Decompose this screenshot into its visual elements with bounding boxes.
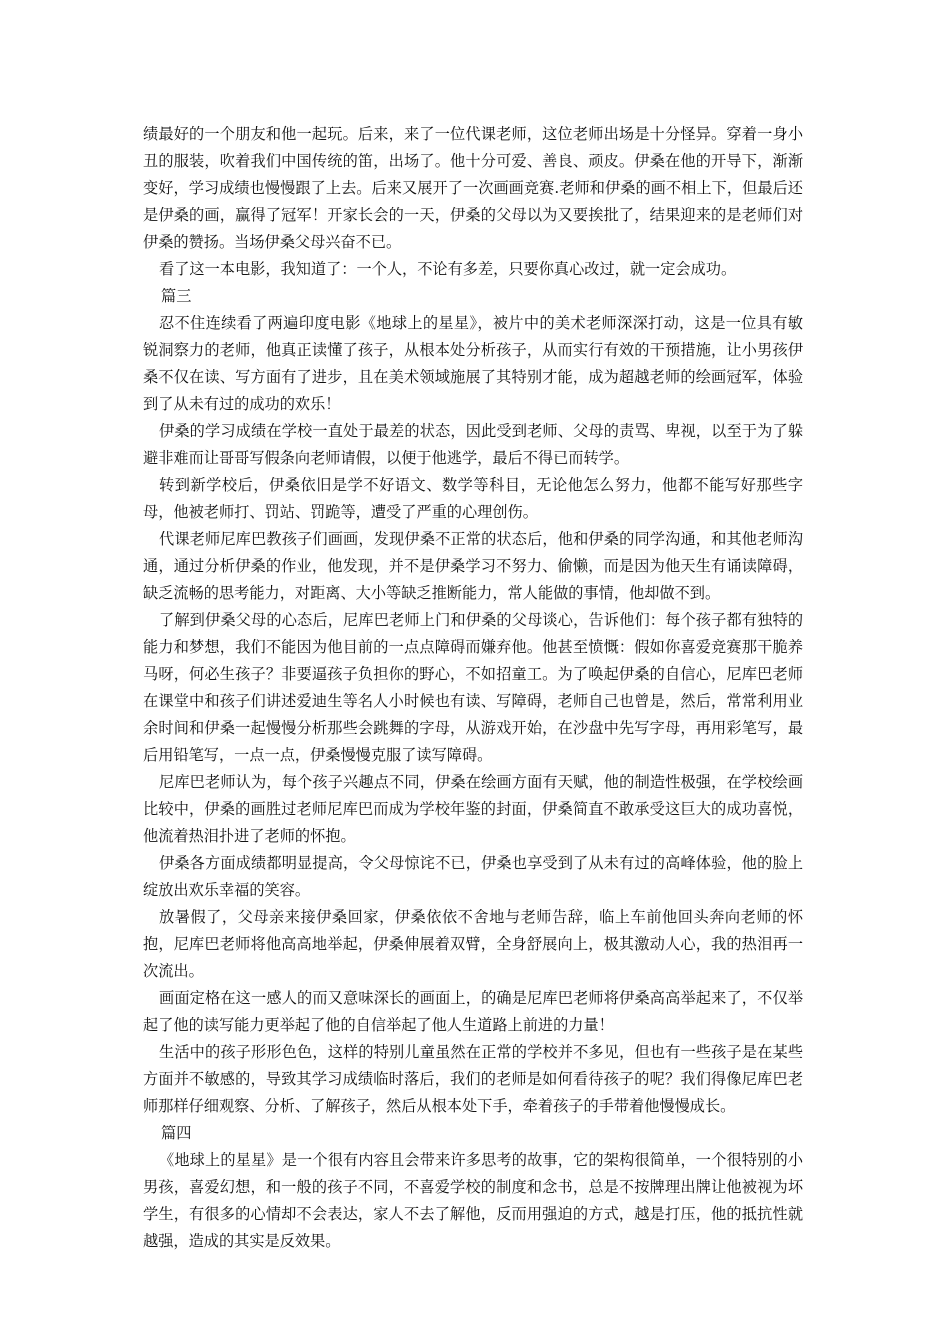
- paragraph-7: 代课老师尼库巴教孩子们画画，发现伊桑不正常的状态后，他和伊桑的同学沟通，和其他老师沟通，通过分析伊桑的作业，他发现，并不是伊桑学习不努力、偷懒，而是因为他天生有诵读障碍，缺乏流畅的思考能力，对距离、大小等缺乏推断能力，常人能做的事情，他却做不到。: [143, 530, 803, 602]
- paragraph-11: 放暑假了，父母亲来接伊桑回家，伊桑依依不舍地与老师告辞，临上车前他回头奔向老师的怀抱，尼库巴老师将他高高地举起，伊桑伸展着双臂，全身舒展向上，极其激动人心，我的热泪再一次流出。: [143, 908, 803, 980]
- paragraph-9: 尼库巴老师认为，每个孩子兴趣点不同，伊桑在绘画方面有天赋，他的制造性极强，在学校绘画比较中，伊桑的画胜过老师尼库巴而成为学校年鉴的封面，伊桑简直不敢承受这巨大的成功喜悦，他流着热泪扑进了老师的怀抱。: [143, 773, 803, 845]
- section-heading-4: 篇四: [161, 1124, 192, 1142]
- section-heading-3: 篇三: [161, 287, 192, 305]
- paragraph-2: 看了这一本电影，我知道了：一个人，不论有多差，只要你真心改过，就一定会成功。: [159, 260, 737, 278]
- paragraph-1: 绩最好的一个朋友和他一起玩。后来，来了一位代课老师，这位老师出场是十分怪异。穿着一身小丑的服装，吹着我们中国传统的笛，出场了。他十分可爱、善良、顽皮。伊桑在他的开导下，渐渐变好，学习成绩也慢慢跟了上去。后来又展开了一次画画竞赛.老师和伊桑的画不相上下，但最后还是伊桑的画，赢得了冠军！开家长会的一天，伊桑的父母以为又要挨批了，结果迎来的是老师们对伊桑的赞扬。当场伊桑父母兴奋不已。: [143, 125, 803, 251]
- paragraph-15: 《地球上的星星》是一个很有内容且会带来许多思考的故事，它的架构很简单，一个很特别的小男孩，喜爱幻想，和一般的孩子不同，不喜爱学校的制度和念书，总是不按牌理出牌让他被视为坏学生，有很多的心情却不会表达，家人不去了解他，反而用强迫的方式，越是打压，他的抵抗性就越强，造成的其实是反效果。: [143, 1151, 803, 1250]
- paragraph-8: 了解到伊桑父母的心态后，尼库巴老师上门和伊桑的父母谈心，告诉他们：每个孩子都有独特的能力和梦想，我们不能因为他目前的一点点障碍而嫌弃他。他甚至愤慨：假如你喜爱竞赛那干脆养马呀，何必生孩子？非要逼孩子负担你的野心，不如招童工。为了唤起伊桑的自信心，尼库巴老师在课堂中和孩子们讲述爱迪生等名人小时候也有读、写障碍，老师自己也曾是，然后，常常利用业余时间和伊桑一起慢慢分析那些会跳舞的字母，从游戏开始，在沙盘中先写字母，再用彩笔写，最后用铅笔写，一点一点，伊桑慢慢克服了读写障碍。: [143, 611, 803, 764]
- paragraph-4: 忍不住连续看了两遍印度电影《地球上的星星》，被片中的美术老师深深打动，这是一位具有敏锐洞察力的老师，他真正读懂了孩子，从根本处分析孩子，从而实行有效的干预措施，让小男孩伊桑不仅在读、写方面有了进步，且在美术领域施展了其特别才能，成为超越老师的绘画冠军，体验到了从未有过的成功的欢乐！: [143, 314, 803, 413]
- paragraph-10: 伊桑各方面成绩都明显提高，令父母惊诧不已，伊桑也享受到了从未有过的高峰体验，他的脸上绽放出欢乐幸福的笑容。: [143, 854, 803, 899]
- paragraph-6: 转到新学校后，伊桑依旧是学不好语文、数学等科目，无论他怎么努力，他都不能写好那些字母，他被老师打、罚站、罚跪等，遭受了严重的心理创伤。: [143, 476, 803, 521]
- paragraph-12: 画面定格在这一感人的而又意味深长的画面上，的确是尼库巴老师将伊桑高高举起来了，不仅举起了他的读写能力更举起了他的自信举起了他人生道路上前进的力量！: [143, 989, 803, 1034]
- paragraph-13: 生活中的孩子形形色色，这样的特别儿童虽然在正常的学校并不多见，但也有一些孩子是在某些方面并不敏感的，导致其学习成绩临时落后，我们的老师是如何看待孩子的呢？我们得像尼库巴老师那样仔细观察、分析、了解孩子，然后从根本处下手，牵着孩子的手带着他慢慢成长。: [143, 1043, 803, 1115]
- document-page: [143, 121, 803, 1255]
- paragraph-5: 伊桑的学习成绩在学校一直处于最差的状态，因此受到老师、父母的责骂、卑视，以至于为了躲避非难而让哥哥写假条向老师请假，以便于他逃学，最后不得已而转学。: [143, 422, 803, 467]
